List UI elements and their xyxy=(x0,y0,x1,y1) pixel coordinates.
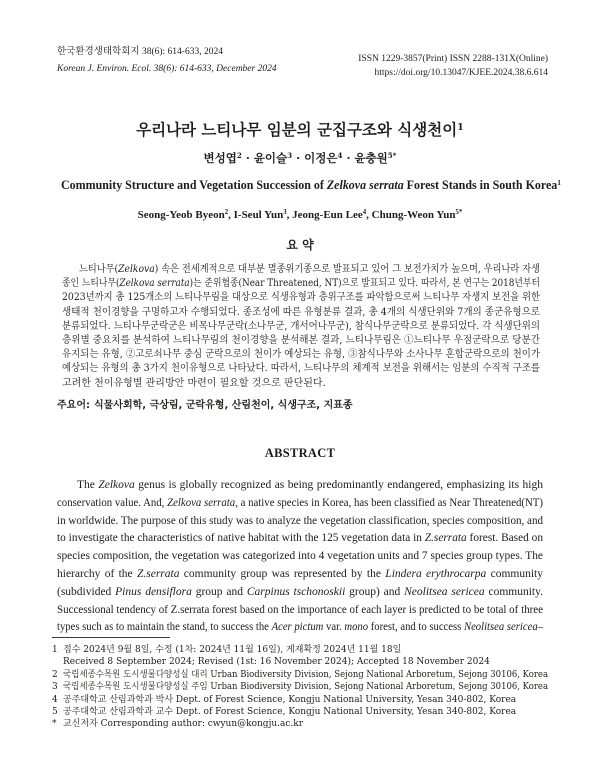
scientific-name: Neolitsea sericea xyxy=(404,585,485,598)
author-separator: , xyxy=(228,209,234,221)
author-list-korean xyxy=(40,150,560,166)
abstract-korean-line xyxy=(62,277,540,291)
scientific-name: Z.serrata xyxy=(136,567,180,580)
journal-citation-korean: 한국환경생태학회지 38(6): 614-633, 2024 xyxy=(57,47,223,57)
author-name: 변성엽 xyxy=(203,151,237,165)
scientific-name: Zelkova serrata xyxy=(119,278,190,290)
abstract-korean-line xyxy=(62,334,540,348)
footnote xyxy=(52,694,548,706)
scientific-name: Lindera erythrocarpa xyxy=(385,567,487,580)
author-name: 이정은 xyxy=(304,151,338,165)
scientific-name: Z.serrata xyxy=(424,532,467,545)
author-list-english xyxy=(40,207,560,223)
abstract-korean-line xyxy=(62,377,540,391)
text-run: forest. Based on xyxy=(466,532,543,545)
footnote-mark: 5 xyxy=(52,707,58,718)
keywords-list: 식물사회학, 극상림, 군락유형, 산림천이, 식생구조, 지표종 xyxy=(93,400,353,411)
text-run: Community Structure and Vegetation Succession of xyxy=(60,178,327,192)
text-run: 분류되었다. 느티나무군락군은 비목나무군락(소나무군, 개서어나무군), 참식나무군락으로 분류되었다. 각 식생단위의 xyxy=(62,320,540,332)
author-affiliation-mark: 5* xyxy=(387,151,397,161)
abstract-english-line xyxy=(57,566,543,584)
abstract-korean-heading-text: 요 약 xyxy=(286,238,314,252)
scientific-name: mono xyxy=(344,621,369,634)
footnote-text: 교신저자 Corresponding author: cwyun@kongju.ac.kr xyxy=(63,719,304,730)
author-affiliation-mark: 2 xyxy=(236,151,242,161)
author-name: I-Seul Yun xyxy=(233,209,284,221)
abstract-english-line xyxy=(57,530,543,548)
author-separator: · xyxy=(342,151,355,165)
title-footnote-mark: 1 xyxy=(557,177,561,187)
abstract-korean-line xyxy=(62,320,540,334)
abstract-korean-line xyxy=(62,306,540,320)
author-name: 윤이슬 xyxy=(253,151,288,165)
footnote xyxy=(52,669,548,681)
text-run: Forest Stands in South Korea xyxy=(403,178,558,192)
abstract-english-line-content xyxy=(57,619,543,637)
abstract-english-line-content xyxy=(57,602,543,620)
abstract-english-line xyxy=(57,513,543,531)
footnote-text: 접수 2024년 9월 8일, 수정 (1차: 2024년 11월 16일), 게재확정 2024년 11월 18일 xyxy=(63,645,402,655)
scientific-name: Pinus densiflora xyxy=(115,585,192,598)
author-name: Jeong-Eun Lee xyxy=(292,209,363,221)
text-run: species composition, the vegetation was categorized into 4 vegetation units and 7 species group types. The xyxy=(57,550,543,563)
text-run: in worldwide. The purpose of this study was to analyze the vegetation classification, species composition, and xyxy=(57,514,543,527)
footnote xyxy=(52,718,548,730)
author-name: 윤충원 xyxy=(354,151,388,165)
text-run: – xyxy=(537,621,543,634)
abstract-korean-line xyxy=(62,291,540,305)
scientific-name: Zelkova xyxy=(118,264,155,275)
text-run: 2023년까지 총 125개소의 느티나무림을 대상으로 식생유형과 층위구조를 파악함으로써 느티나무 자생지 보전을 위한 xyxy=(62,292,540,304)
abstract-english-line-content xyxy=(57,584,543,602)
footnote-mark: 3 xyxy=(52,682,58,693)
text-run: ) 속은 전세계적으로 대부분 멸종위기종으로 발표되고 있어 그 보전가치가 높으며, 우리나라 자생 xyxy=(154,264,540,275)
author-affiliation-mark: 4 xyxy=(362,209,367,217)
footnote-text: 국립세종수목원 도시생물다양성실 대리 Urban Biodiversity Division, Sejong National Arboretum, Sejong 30106, Korea xyxy=(63,669,548,680)
text-run: Successional tendency of Z.serrata forest based on the importance of each layer is predicted to be total of three xyxy=(57,603,543,616)
text-run: community. xyxy=(484,585,543,598)
footnote xyxy=(52,681,548,693)
abstract-english-line-content xyxy=(57,548,543,566)
abstract-english-line xyxy=(57,477,543,495)
abstract-english-line xyxy=(57,548,543,566)
paper-title-english xyxy=(50,177,561,194)
footnote-mark: 4 xyxy=(52,694,58,705)
author-list-korean-line xyxy=(204,150,397,166)
footnote-text: 공주대학교 산림과학과 박사 Dept. of Forest Science, Kongju National University, Yesan 340-802, Korea xyxy=(63,694,517,705)
scientific-name: Neolitsea sericea xyxy=(463,621,538,634)
text-run: var. xyxy=(323,621,345,634)
abstract-english-line-content xyxy=(77,477,543,495)
text-run: (subdivided xyxy=(57,585,116,598)
abstract-english-heading xyxy=(40,445,560,461)
footnote xyxy=(52,706,548,718)
scientific-name: Acer pictum xyxy=(271,621,324,634)
footnote-mark: 2 xyxy=(52,669,58,680)
author-separator: , xyxy=(286,209,293,221)
abstract-english-heading-text: ABSTRACT xyxy=(264,446,336,460)
author-affiliation-mark: 4 xyxy=(337,151,343,161)
footnote xyxy=(52,656,548,668)
abstract-english-line xyxy=(57,602,543,620)
abstract-korean-line-content xyxy=(62,377,326,391)
abstract-english-line-content xyxy=(57,566,543,584)
author-name: Chung-Weon Yun xyxy=(371,209,456,221)
abstract-korean-line-content xyxy=(62,306,540,320)
text-run: hierarchy of the xyxy=(57,567,137,580)
text-run: , a native species in Korea, has been classified as Near Threatened(NT) xyxy=(235,496,543,509)
author-separator: · xyxy=(241,151,254,165)
author-name: Seong-Yeob Byeon xyxy=(137,209,225,221)
footnote-text: 공주대학교 산림과학과 교수 Dept. of Forest Science, Kongju National University, Yesan 340-802, Korea xyxy=(63,707,517,718)
keywords-label: 주요어: xyxy=(57,400,90,411)
abstract-korean-line-content xyxy=(62,277,540,291)
author-affiliation-mark: 3 xyxy=(283,209,287,217)
text-run: community group was represented by the xyxy=(179,567,386,580)
author-affiliation-mark: 2 xyxy=(224,209,229,217)
footnote-mark: * xyxy=(52,719,57,730)
text-run: types such as to maintain the stand, to success the xyxy=(57,621,272,634)
text-run: 예상되는 유형의 총 3가지 천이유형으로 나타났다. 따라서, 느티나무의 체계적 보전을 위해서는 임분의 수직적 구조를 xyxy=(62,363,540,375)
text-run: group and xyxy=(191,585,247,598)
title-text: 우리나라 느티나무 임분의 군집구조와 식생천이 xyxy=(136,120,458,139)
text-run: )는 준위협종(Near Threatened, NT)으로 발표되고 있다. 따라서, 본 연구는 2018년부터 xyxy=(189,278,540,290)
doi-link[interactable]: https://doi.org/10.13047/KJEE.2024.38.6.614 xyxy=(374,68,548,78)
issn: ISSN 1229-3857(Print) ISSN 2288-131X(Online) xyxy=(358,54,548,64)
abstract-english-line xyxy=(57,584,543,602)
abstract-korean-body xyxy=(62,263,540,391)
footnote xyxy=(52,644,548,656)
abstract-english-line xyxy=(57,495,543,513)
keywords-line xyxy=(57,399,353,413)
paper-title-english-line xyxy=(61,177,561,194)
author-affiliation-mark: 5* xyxy=(455,209,463,217)
text-run: genus is globally recognized as being predominantly endangered, emphasizing its high xyxy=(134,479,543,491)
paper-title-korean xyxy=(40,120,560,140)
text-run: 유지되는 유형, ②고로쇠나무 중심 군락으로의 천이가 예상되는 유형, ③참식나무와 소사나무 혼합군락으로의 천이가 xyxy=(62,349,540,361)
footnote-text: Received 8 September 2024; Revised (1st: 16 November 2024); Accepted 18 November 2024 xyxy=(63,657,490,668)
abstract-english-line-content xyxy=(57,530,543,548)
footnote-mark: 1 xyxy=(52,645,58,655)
abstract-korean-line-content xyxy=(62,362,540,376)
title-footnote-mark: 1 xyxy=(457,121,464,133)
text-run: forest, and to success xyxy=(368,621,464,634)
footnotes xyxy=(52,644,548,731)
text-run: 느티나무( xyxy=(79,264,119,275)
text-run: 층위별 중요치를 분석하여 느티나무림의 천이경향을 분석해본 결과, 느티나무림은 ①느티나무 우점군락으로 당분간 xyxy=(62,335,540,347)
scientific-name: Zelkova serrata xyxy=(167,496,236,509)
abstract-korean-line-content xyxy=(62,320,540,334)
text-run: 고려한 천이유형별 관리방안 마련이 필요할 것으로 판단된다. xyxy=(62,377,326,389)
abstract-english-line-content xyxy=(57,495,543,513)
footnote-text: 국립세종수목원 도시생물다양성실 주임 Urban Biodiversity Division, Sejong National Arboretum, Sejong 30106, Korea xyxy=(63,682,548,693)
abstract-korean-heading xyxy=(40,237,560,253)
abstract-korean-line xyxy=(62,263,540,277)
journal-citation-english: Korean J. Environ. Ecol. 38(6): 614-633, December 2024 xyxy=(57,64,277,74)
abstract-korean-line xyxy=(62,362,540,376)
abstract-korean-line xyxy=(62,348,540,362)
abstract-korean-line-content xyxy=(79,263,540,277)
paper-title-korean-line xyxy=(136,120,464,140)
footnote-divider xyxy=(52,637,170,638)
text-run: community xyxy=(486,567,543,580)
author-affiliation-mark: 3 xyxy=(287,151,293,161)
text-run: conservation value. And, xyxy=(57,496,168,509)
author-separator: · xyxy=(292,151,305,165)
abstract-english-body xyxy=(57,477,543,637)
keywords xyxy=(57,399,547,413)
scientific-name: Carpinus tschonoskii xyxy=(246,585,346,598)
author-separator: , xyxy=(366,209,372,221)
abstract-korean-line-content xyxy=(62,291,540,305)
text-run: group) and xyxy=(345,585,405,598)
abstract-english-line-content xyxy=(57,513,543,531)
text-run: 생태적 천이경향을 구명하고자 수행되었다. 종조성에 따른 유형분류 결과, 총 4개의 식생단위와 7개의 종군유형으로 xyxy=(62,306,540,318)
text-run: 종인 느티나무( xyxy=(62,278,120,290)
author-list-english-line xyxy=(138,207,463,223)
scientific-name: Zelkova serrata xyxy=(326,178,404,192)
scientific-name: Zelkova xyxy=(98,479,135,491)
abstract-korean-line-content xyxy=(62,348,540,362)
text-run: The xyxy=(77,479,99,491)
abstract-korean-line-content xyxy=(62,334,540,348)
abstract-english-line xyxy=(57,619,543,637)
text-run: to investigate the characteristics of native habitat with the 125 vegetation data in xyxy=(57,532,425,545)
